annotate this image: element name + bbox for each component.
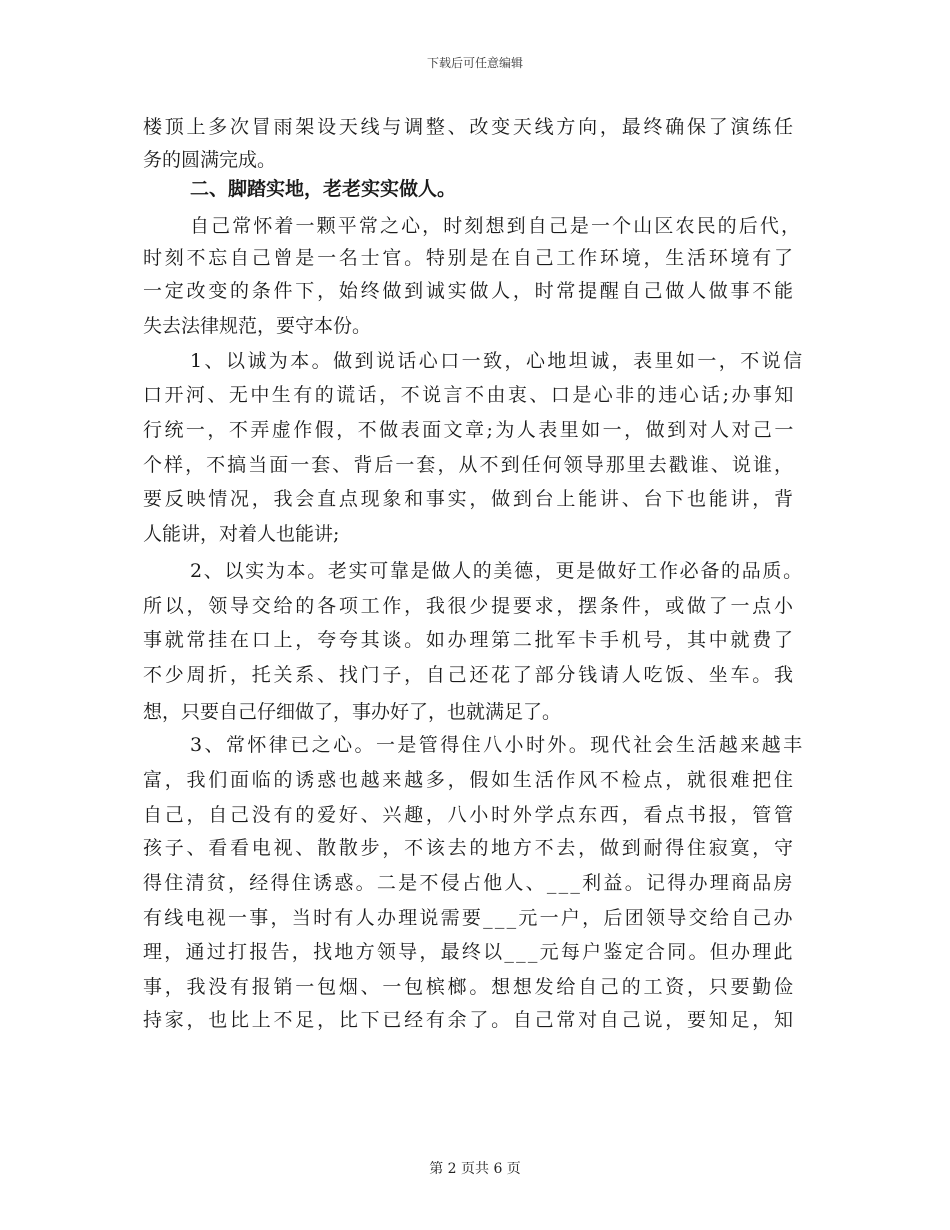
text-line: 得住清贫，经得住诱惑。二是不侵占他人、___利益。记得办理商品房	[143, 872, 795, 894]
text-line: 行统一，不弄虚作假，不做表面文章;为人表里如一，做到对人对己一	[143, 419, 796, 441]
text-line: 3、常怀律已之心。一是管得住八小时外。现代社会生活越来越丰	[190, 734, 805, 756]
section-heading: 二、脚踏实地，老老实实做人。	[190, 178, 457, 200]
text-line: 事，我没有报销一包烟、一包槟榔。想想发给自己的工资，只要勤俭	[143, 976, 796, 998]
text-line: 2、以实为本。老实可靠是做人的美德，更是做好工作必备的品质。	[190, 560, 804, 582]
page-footer: 第 2 页共 6 页	[429, 1161, 521, 1177]
page-header: 下载后可任意编辑	[426, 56, 523, 70]
text-line: 1、以诚为本。做到说话心口一致，心地坦诚，表里如一，不说信	[190, 350, 805, 372]
text-line: 有线电视一事，当时有人办理说需要___元一户，后团领导交给自己办	[143, 907, 795, 929]
text-line: 楼顶上多次冒雨架设天线与调整、改变天线方向，最终确保了演练任	[143, 116, 796, 138]
text-line: 人能讲，对着人也能讲;	[143, 523, 340, 545]
text-line: 个样，不搞当面一套、背后一套，从不到任何领导那里去戳谁、说谁，	[143, 454, 796, 476]
text-line: 要反映情况，我会直点现象和事实，做到台上能讲、台下也能讲，背	[143, 488, 796, 510]
text-line: 所以，领导交给的各项工作，我很少提要求，摆条件，或做了一点小	[143, 595, 796, 617]
text-line: 孩子、看看电视、散散步，不该去的地方不去，做到耐得住寂寞，守	[143, 837, 796, 859]
text-line: 富，我们面临的诱惑也越来越多，假如生活作风不检点，就很难把住	[143, 769, 796, 791]
text-line: 理，通过打报告，找地方领导，最终以___元每户鉴定合同。但办理此	[143, 941, 795, 963]
text-line: 务的圆满完成。	[143, 149, 277, 171]
text-line: 一定改变的条件下，始终做到诚实做人，时常提醒自己做人做事不能	[143, 280, 796, 302]
text-line: 持家，也比上不足，比下已经有余了。自己常对自己说，要知足，知	[143, 1009, 796, 1031]
text-line: 自己，自己没有的爱好、兴趣，八小时外学点东西，看点书报，管管	[143, 804, 796, 826]
text-line: 自己常怀着一颗平常之心，时刻想到自己是一个山区农民的后代，	[190, 215, 803, 237]
text-line: 不少周折，托关系、找门子，自己还花了部分钱请人吃饭、坐车。我	[143, 664, 796, 686]
text-line: 事就常挂在口上，夸夸其谈。如办理第二批军卡手机号，其中就费了	[143, 629, 796, 651]
text-line: 时刻不忘自己曾是一名士官。特别是在自己工作环境，生活环境有了	[143, 247, 796, 269]
text-line: 失去法律规范，要守本份。	[143, 315, 372, 337]
text-line: 口开河、无中生有的谎话，不说言不由衷、口是心非的违心话;办事知	[143, 384, 796, 406]
text-line: 想，只要自己仔细做了，事办好了，也就满足了。	[143, 701, 562, 723]
